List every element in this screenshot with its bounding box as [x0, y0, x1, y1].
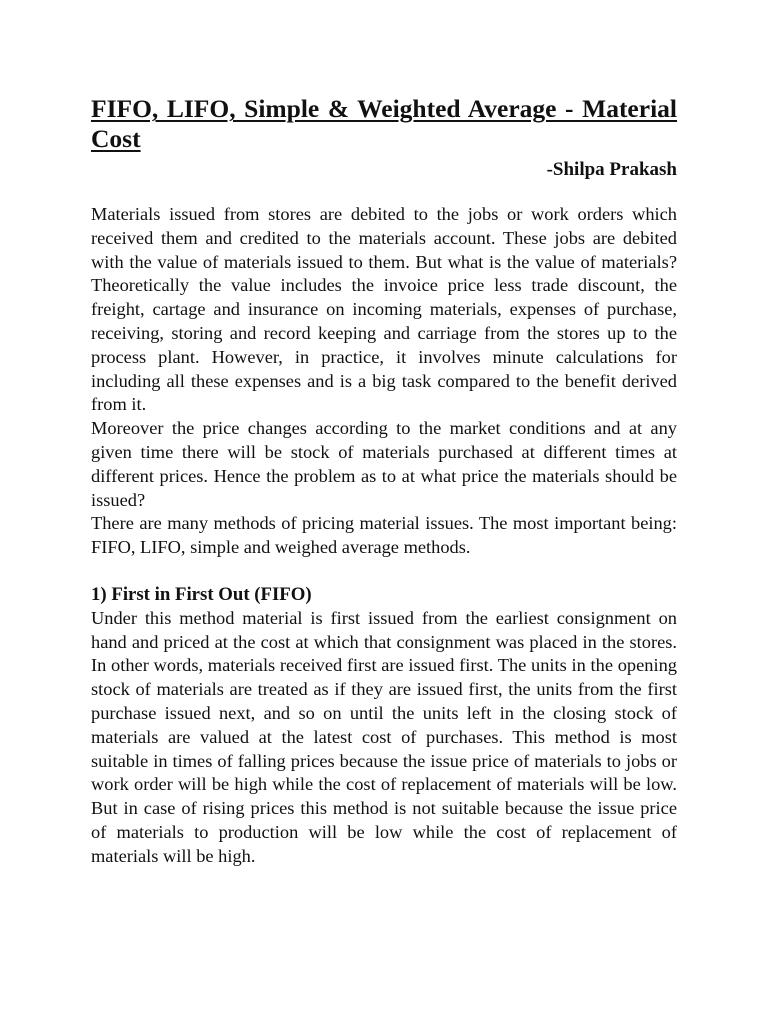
paragraph-methods: There are many methods of pricing material issues. The most important being: FIFO, LIFO, simple and weighed average methods.	[91, 513, 677, 558]
paragraph-price-changes: Moreover the price changes according to the market conditions and at any given time there will be stock of materials purchased at different times at different prices. Hence the problem as to at what price the materials should be issued?	[91, 418, 677, 510]
author-line: -Shilpa Prakash	[546, 159, 677, 180]
document-title: FIFO, LIFO, Simple & Weighted Average - Material Cost	[91, 94, 677, 153]
paragraph-fifo: Under this method material is first issued from the earliest consignment on hand and priced at the cost at which that consignment was placed in the stores. In other words, materials received first are issued first. The units in the opening stock of materials are treated as if they are issued first, the units from the first purchase issued next, and so on until the units left in the closing stock of materials are valued at the latest cost of purchases. This method is most suitable in times of falling prices because the issue price of materials to jobs or work order will be high while the cost of replacement of materials will be low. But in case of rising prices this method is not suitable because the issue price of materials to production will be low while the cost of replacement of materials will be high.	[91, 607, 677, 866]
paragraph-intro: Materials issued from stores are debited to the jobs or work orders which received them and credited to the materials account. These jobs are debited with the value of materials issued to them. But what is the value of materials? Theoretically the value includes the invoice price less trade discount, the freight, cartage and insurance on incoming materials, expenses of purchase, receiving, storing and record keeping and carriage from the stores up to the process plant. However, in practice, it involves minute calculations for including all these expenses and is a big task compared to the benefit derived from it.	[91, 204, 677, 415]
section-heading-fifo: 1) First in First Out (FIFO)	[91, 583, 312, 605]
document-page	[91, 94, 677, 869]
